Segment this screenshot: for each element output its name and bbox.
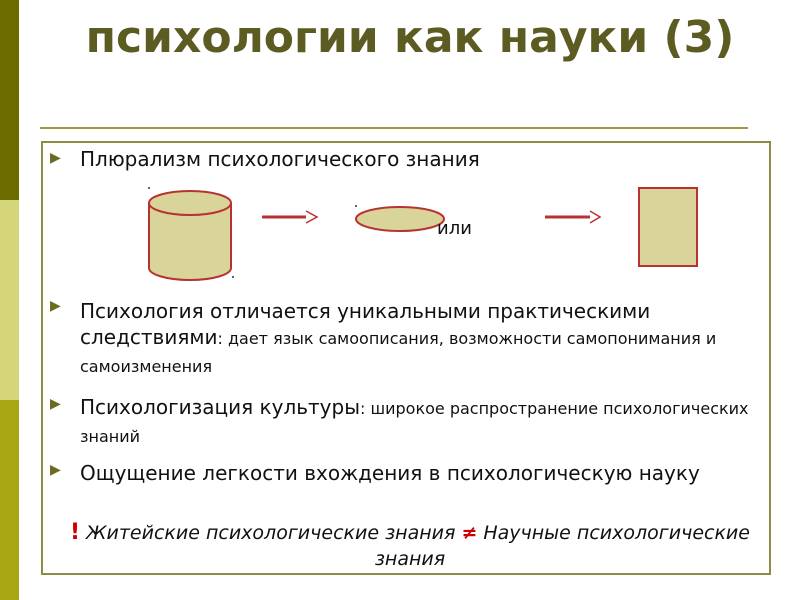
item-detail-text: : широкое распространение психологических знаний (80, 399, 749, 446)
item-ease-of-entry (80, 460, 760, 486)
item-unique-consequences (80, 298, 760, 380)
bullet-marker: ▶ (50, 298, 61, 314)
item-main-text: Плюрализм психологического знания (80, 147, 480, 171)
bullet-marker: ▶ (50, 462, 61, 478)
scientific-knowledge-text: Научные психологические знания (374, 522, 750, 570)
bullet-marker: ▶ (50, 396, 61, 412)
cylinder-shape (149, 191, 231, 280)
item-psychologization (80, 394, 760, 450)
or-label: или (437, 218, 472, 239)
conclusion-line (60, 520, 760, 572)
item-main-text: Ощущение легкости вхождения в психологическую науку (80, 461, 700, 485)
exclamation-icon: ! (70, 520, 81, 545)
everyday-knowledge-text: Житейские психологические знания (86, 522, 456, 544)
slide-title: психологии как науки (3) (85, 12, 735, 63)
item-detail-text: : дает язык самоописания, возможности самопонимания и самоизменения (80, 329, 717, 376)
item-main-text: Психологизация культуры (80, 395, 360, 419)
ellipse-shape (356, 207, 444, 231)
arrow-right-1 (262, 211, 317, 223)
item-main-text: Психология отличается уникальными практическими следствиями (80, 299, 651, 349)
not-equal-icon: ≠ (461, 522, 478, 544)
rectangle-shape (639, 188, 697, 266)
bullet-marker: ▶ (50, 150, 61, 166)
arrow-right-2 (545, 211, 600, 223)
